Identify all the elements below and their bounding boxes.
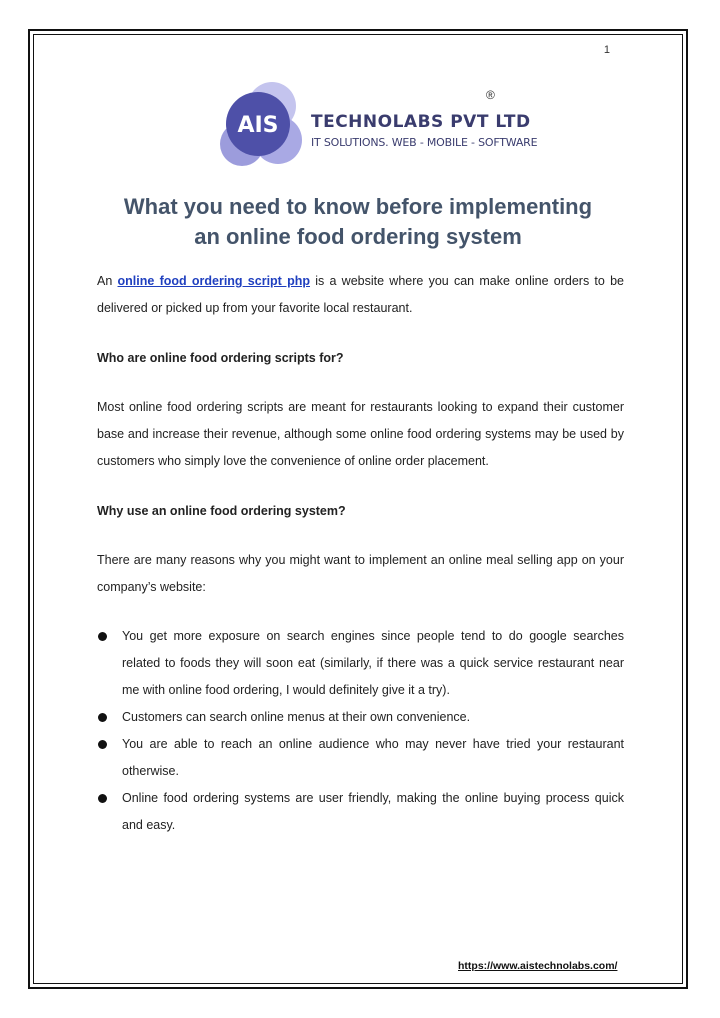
logo-company-name: TECHNOLABS PVT LTD (311, 112, 531, 132)
section-heading-who: Who are online food ordering scripts for? (97, 351, 344, 365)
page-number: 1 (603, 44, 610, 56)
script-php-link[interactable]: online food ordering script php (117, 274, 310, 288)
title-line-1: What you need to know before implementing (123, 194, 593, 219)
intro-suffix: is a website where you can make online orders to be delivered or picked up from your favorite local restaurant. (97, 274, 624, 315)
list-item (97, 623, 624, 704)
company-logo (220, 82, 538, 172)
list-item-text: Online food ordering systems are user friendly, making the online buying process quick and easy. (122, 791, 624, 832)
section-heading-why: Why use an online food ordering system? (97, 504, 346, 518)
registered-mark: ® (486, 88, 495, 102)
list-item (97, 785, 624, 839)
list-item-text: You are able to reach an online audience who may never have tried your restaurant otherwise. (122, 737, 624, 778)
paragraph-who: Most online food ordering scripts are meant for restaurants looking to expand their customer base and increase their revenue, although some online food ordering systems may be used by customers who simply love the convenience of online order placement. (97, 400, 624, 468)
document-title (80, 192, 636, 252)
bullet-icon (98, 740, 107, 749)
logo-circles-icon (220, 82, 304, 172)
title-line-2: an online food ordering system (194, 224, 522, 249)
logo-initials: AIS (237, 113, 279, 138)
footer-website-link[interactable]: https://www.aistechnolabs.com/ (458, 960, 618, 972)
list-item (97, 731, 624, 785)
intro-prefix: An (97, 274, 118, 288)
list-item-text: Customers can search online menus at their own convenience. (122, 710, 471, 724)
bullet-icon (98, 794, 107, 803)
bullet-icon (98, 632, 107, 641)
paragraph-why: There are many reasons why you might want to implement an online meal selling app on your company’s website: (97, 553, 624, 594)
logo-tagline: IT SOLUTIONS. WEB - MOBILE - SOFTWARE (311, 136, 538, 149)
bullet-icon (98, 713, 107, 722)
intro-paragraph (97, 268, 624, 322)
list-item-text: You get more exposure on search engines since people tend to do google searches related to foods they will soon eat (similarly, if there was a quick service restaurant near me with online food ordering, I would definitely give it a try). (122, 629, 624, 697)
list-item (97, 704, 624, 731)
reasons-list (97, 623, 624, 839)
document-body (97, 268, 624, 839)
